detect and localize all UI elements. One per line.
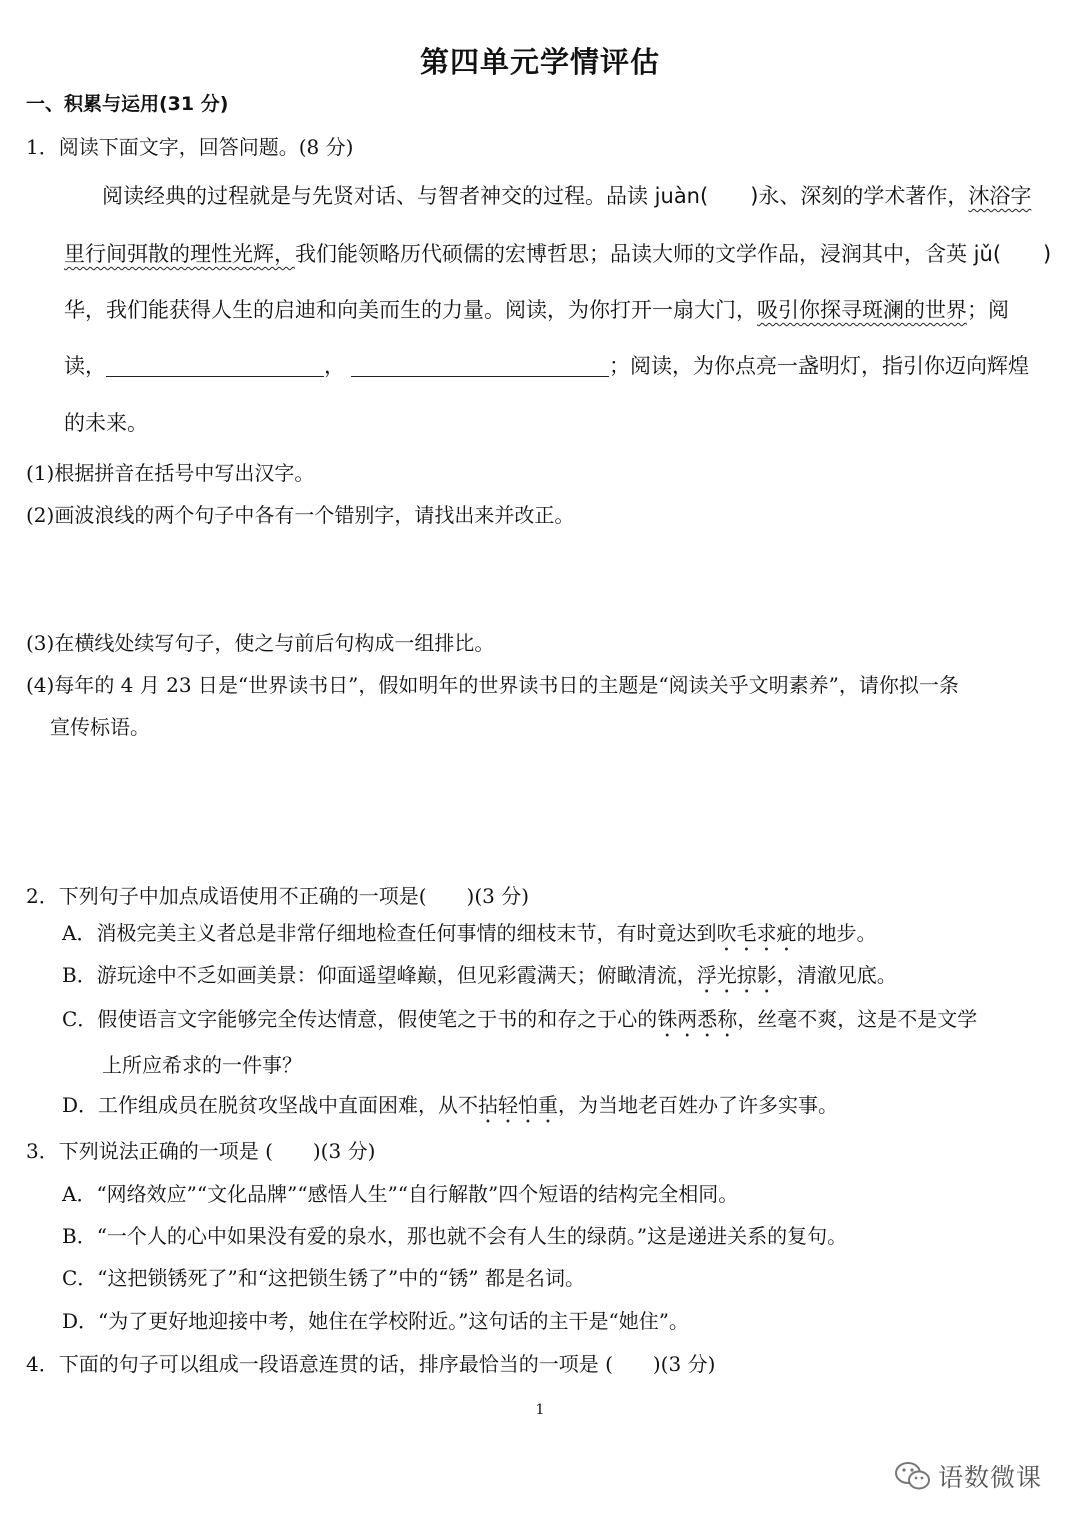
q2-option-c-cont: 上所应希求的一件事？ <box>102 1053 302 1077</box>
page-title: 第四单元学情评估 <box>419 45 660 79</box>
option-text: ，清澈见底。 <box>776 963 897 987</box>
passage-text: ；阅 <box>967 298 1009 322</box>
sub-question-3: (3)在横线处续写句子，使之与前后句构成一组排比。 <box>26 631 495 655</box>
passage-line-2 <box>64 244 1051 265</box>
answer-blank-2[interactable] <box>351 356 609 377</box>
sub-question-4-cont: 宣传标语。 <box>50 715 150 739</box>
watermark-text: 语数微课 <box>938 1463 1043 1492</box>
passage-text: ；阅读，为你点亮一盏明灯，指引你迈向辉煌 <box>609 354 1029 378</box>
question-1-stem: 1．阅读下面文字，回答问题。(8 分) <box>26 135 354 159</box>
option-text: C．假使语言文字能够完全传达情意，假使笔之于书的和存之于心的 <box>62 1007 658 1031</box>
option-text: A．消极完美主义者总是非常仔细地检查任何事情的细枝末节，有时竟达到 <box>62 921 717 945</box>
passage-text: ， <box>324 354 345 378</box>
option-text: ，丝毫不爽，这是不是文学 <box>737 1007 978 1031</box>
sub-question-4: (4)每年的 4 月 23 日是“世界读书日”，假如明年的世界读书日的主题是“阅读关乎文明素养”，请你拟一条 <box>26 673 959 697</box>
wavy-sentence-1: 沐浴字 <box>968 184 1032 208</box>
sub-question-2: (2)画波浪线的两个句子中各有一个错别字，请找出来并改正。 <box>26 503 575 527</box>
q3-option-a: A．“网络效应”“文化品牌”“感悟人生”“自行解散”四个短语的结构完全相同。 <box>62 1182 739 1206</box>
dotted-idiom: 铢两悉称 <box>657 1007 738 1031</box>
passage-text: 我们能领略历代硕儒的宏博哲思；品读大师的文学作品，浸润其中，含英 jǔ( ) <box>295 242 1052 266</box>
passage-line-4 <box>64 356 1029 377</box>
dotted-idiom: 吹毛求疵 <box>716 921 797 945</box>
passage-line-1 <box>102 186 1031 207</box>
sub-question-1: (1)根据拼音在括号中写出汉字。 <box>26 461 315 485</box>
q2-option-d <box>62 1093 838 1128</box>
passage-line-3 <box>64 300 1009 321</box>
page-number: 1 <box>535 1402 545 1418</box>
q3-option-c: C．“这把锁锈死了”和“这把锁生锈了”中的“锈” 都是名词。 <box>62 1266 586 1290</box>
wavy-sentence-2: 吸引你探寻斑澜的世界 <box>757 298 967 322</box>
passage-text: 阅读经典的过程就是与先贤对话、与智者神交的过程。品读 juàn( )永、深刻的学术著作， <box>102 184 969 208</box>
option-text: D．工作组成员在脱贫攻坚战中直面困难，从不 <box>62 1093 479 1117</box>
option-text: 的地步。 <box>796 921 877 945</box>
section-heading: 一、积累与运用(31 分) <box>26 93 229 115</box>
question-3-stem: 3．下列说法正确的一项是 ( )(3 分) <box>26 1139 376 1163</box>
dotted-idiom: 浮光掠影 <box>696 963 777 987</box>
watermark <box>894 1458 1042 1494</box>
passage-line-5: 的未来。 <box>64 411 148 435</box>
wechat-icon <box>894 1460 932 1492</box>
q2-option-b <box>62 963 897 998</box>
option-text: ，为当地老百姓办了许多实事。 <box>558 1093 839 1117</box>
wavy-sentence-1-cont: 里行间弭散的理性光辉， <box>64 242 295 266</box>
q2-option-a <box>62 921 876 956</box>
passage-text: 读， <box>64 354 106 378</box>
question-2-stem: 2．下列句子中加点成语使用不正确的一项是( )(3 分) <box>26 884 530 908</box>
answer-blank-1[interactable] <box>106 356 324 377</box>
dotted-idiom: 拈轻怕重 <box>478 1093 559 1117</box>
passage-text: 华，我们能获得人生的启迪和向美而生的力量。阅读，为你打开一扇大门， <box>64 298 757 322</box>
q3-option-b: B．“一个人的心中如果没有爱的泉水，那也就不会有人生的绿荫。”这是递进关系的复句。 <box>62 1224 848 1248</box>
q2-option-c <box>62 1007 977 1042</box>
q3-option-d: D．“为了更好地迎接中考，她住在学校附近。”这句话的主干是“她住”。 <box>62 1309 689 1333</box>
question-4-stem: 4．下面的句子可以组成一段语意连贯的话，排序最恰当的一项是 ( )(3 分) <box>26 1352 716 1376</box>
option-text: B．游玩途中不乏如画美景：仰面遥望峰巅，但见彩霞满天；俯瞰清流， <box>62 963 697 987</box>
